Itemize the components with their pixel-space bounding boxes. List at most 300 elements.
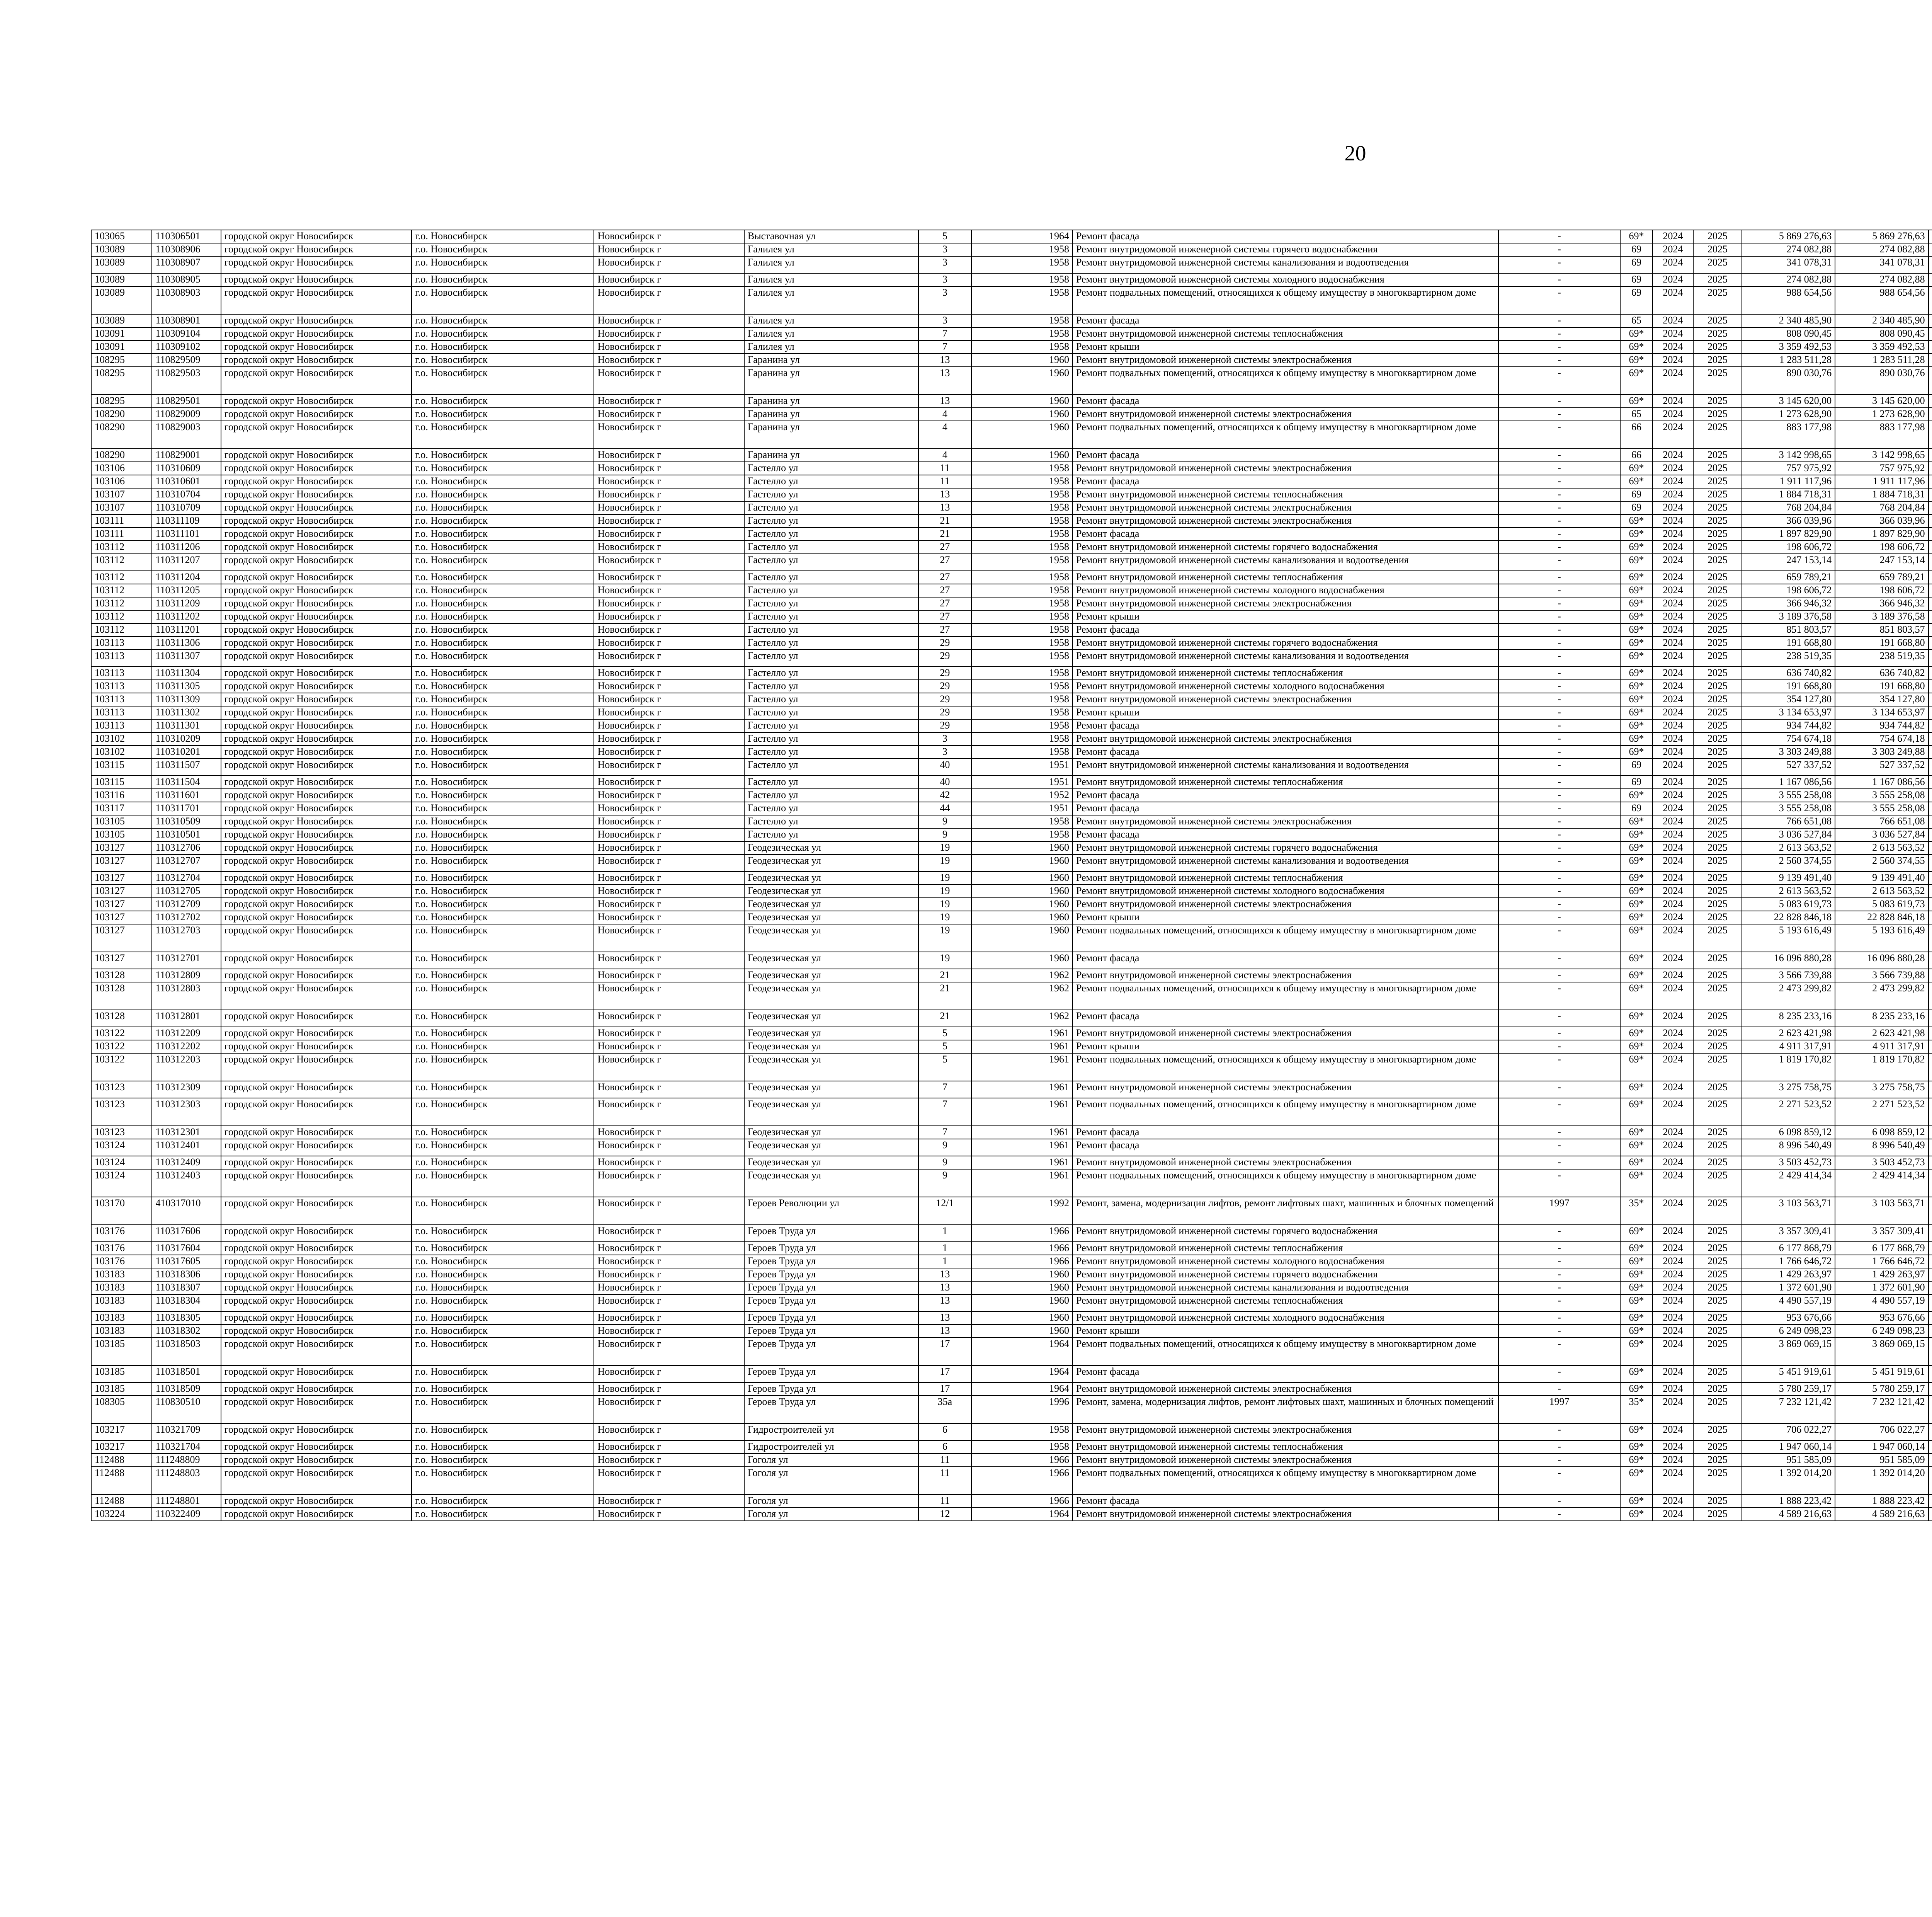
settlement-cell: г.о. Новосибирск bbox=[412, 637, 594, 650]
settlement-cell: г.о. Новосибирск bbox=[412, 706, 594, 719]
work-type-cell: Ремонт внутридомовой инженерной системы электроснабжения bbox=[1073, 969, 1498, 982]
wear-cell: 69* bbox=[1620, 1053, 1653, 1081]
lift-year-cell: - bbox=[1498, 367, 1620, 395]
lift-year-cell: - bbox=[1498, 1156, 1620, 1169]
settlement-cell: г.о. Новосибирск bbox=[412, 1098, 594, 1126]
work-type-cell: Ремонт внутридомовой инженерной системы канализования и водоотведения bbox=[1073, 650, 1498, 667]
fund-cost-cell: 3 503 452,73 bbox=[1835, 1156, 1928, 1169]
settlement-cell: г.о. Новосибирск bbox=[412, 841, 594, 855]
house-id-cell: 103106 bbox=[91, 462, 152, 475]
municipality-cell: городской округ Новосибирск bbox=[221, 571, 412, 584]
lift-year-cell: - bbox=[1498, 693, 1620, 706]
fund-cost-cell: 2 473 299,82 bbox=[1835, 982, 1928, 1010]
wear-cell: 69* bbox=[1620, 855, 1653, 872]
table-row bbox=[91, 1156, 1932, 1169]
work-id-cell: 110310201 bbox=[152, 746, 221, 759]
federal-cell bbox=[1929, 1126, 1932, 1139]
plan-end-cell: 2025 bbox=[1693, 1325, 1742, 1338]
house-number-cell: 44 bbox=[918, 802, 971, 815]
table-row bbox=[91, 1010, 1932, 1027]
federal-cell bbox=[1929, 1027, 1932, 1040]
work-id-cell: 110311304 bbox=[152, 667, 221, 680]
wear-cell: 69* bbox=[1620, 541, 1653, 554]
total-cost-cell: 3 145 620,00 bbox=[1742, 395, 1835, 408]
street-cell: Гаранина ул bbox=[744, 395, 918, 408]
city-cell: Новосибирск г bbox=[594, 1440, 744, 1454]
plan-end-cell: 2025 bbox=[1693, 1126, 1742, 1139]
total-cost-cell: 5 451 919,61 bbox=[1742, 1365, 1835, 1382]
settlement-cell: г.о. Новосибирск bbox=[412, 1156, 594, 1169]
municipality-cell: городской округ Новосибирск bbox=[221, 449, 412, 462]
build-year-cell: 1958 bbox=[971, 828, 1073, 841]
work-type-cell: Ремонт фасада bbox=[1073, 449, 1498, 462]
work-id-cell: 110310704 bbox=[152, 488, 221, 501]
build-year-cell: 1958 bbox=[971, 667, 1073, 680]
federal-cell bbox=[1929, 732, 1932, 746]
city-cell: Новосибирск г bbox=[594, 1495, 744, 1508]
fund-cost-cell: 1 888 223,42 bbox=[1835, 1495, 1928, 1508]
lift-year-cell: - bbox=[1498, 395, 1620, 408]
federal-cell bbox=[1929, 610, 1932, 623]
fund-cost-cell: 4 589 216,63 bbox=[1835, 1508, 1928, 1521]
work-type-cell: Ремонт внутридомовой инженерной системы горячего водоснабжения bbox=[1073, 637, 1498, 650]
lift-year-cell: - bbox=[1498, 1268, 1620, 1281]
table-row bbox=[91, 1225, 1932, 1242]
street-cell: Гоголя ул bbox=[744, 1467, 918, 1495]
fund-cost-cell: 238 519,35 bbox=[1835, 650, 1928, 667]
work-id-cell: 410317010 bbox=[152, 1197, 221, 1225]
work-type-cell: Ремонт внутридомовой инженерной системы электроснабжения bbox=[1073, 597, 1498, 610]
house-number-cell: 3 bbox=[918, 746, 971, 759]
total-cost-cell: 3 275 758,75 bbox=[1742, 1081, 1835, 1098]
work-id-cell: 110308907 bbox=[152, 256, 221, 273]
lift-year-cell: - bbox=[1498, 340, 1620, 354]
lift-year-cell: - bbox=[1498, 314, 1620, 327]
city-cell: Новосибирск г bbox=[594, 1010, 744, 1027]
street-cell: Гастелло ул bbox=[744, 789, 918, 802]
table-row bbox=[91, 1382, 1932, 1396]
total-cost-cell: 1 819 170,82 bbox=[1742, 1053, 1835, 1081]
fund-cost-cell: 1 897 829,90 bbox=[1835, 528, 1928, 541]
fund-cost-cell: 766 651,08 bbox=[1835, 815, 1928, 828]
plan-end-cell: 2025 bbox=[1693, 286, 1742, 314]
plan-end-cell: 2025 bbox=[1693, 408, 1742, 421]
work-id-cell: 110312209 bbox=[152, 1027, 221, 1040]
city-cell: Новосибирск г bbox=[594, 610, 744, 623]
house-number-cell: 21 bbox=[918, 514, 971, 528]
house-number-cell: 21 bbox=[918, 969, 971, 982]
table-row bbox=[91, 395, 1932, 408]
plan-start-cell: 2024 bbox=[1653, 872, 1693, 885]
total-cost-cell: 6 098 859,12 bbox=[1742, 1126, 1835, 1139]
fund-cost-cell: 191 668,80 bbox=[1835, 637, 1928, 650]
house-id-cell: 103127 bbox=[91, 911, 152, 924]
city-cell: Новосибирск г bbox=[594, 286, 744, 314]
municipality-cell: городской округ Новосибирск bbox=[221, 421, 412, 449]
settlement-cell: г.о. Новосибирск bbox=[412, 759, 594, 776]
plan-start-cell: 2024 bbox=[1653, 1081, 1693, 1098]
municipality-cell: городской округ Новосибирск bbox=[221, 719, 412, 732]
plan-start-cell: 2024 bbox=[1653, 1382, 1693, 1396]
house-id-cell: 103217 bbox=[91, 1440, 152, 1454]
plan-start-cell: 2024 bbox=[1653, 1053, 1693, 1081]
total-cost-cell: 5 780 259,17 bbox=[1742, 1382, 1835, 1396]
plan-start-cell: 2024 bbox=[1653, 1040, 1693, 1053]
work-type-cell: Ремонт фасада bbox=[1073, 528, 1498, 541]
wear-cell: 69* bbox=[1620, 706, 1653, 719]
work-id-cell: 110311507 bbox=[152, 759, 221, 776]
city-cell: Новосибирск г bbox=[594, 1508, 744, 1521]
fund-cost-cell: 3 189 376,58 bbox=[1835, 610, 1928, 623]
settlement-cell: г.о. Новосибирск bbox=[412, 1027, 594, 1040]
city-cell: Новосибирск г bbox=[594, 501, 744, 514]
city-cell: Новосибирск г bbox=[594, 732, 744, 746]
house-id-cell: 103127 bbox=[91, 841, 152, 855]
house-number-cell: 13 bbox=[918, 1268, 971, 1281]
fund-cost-cell: 191 668,80 bbox=[1835, 680, 1928, 693]
street-cell: Героев Труда ул bbox=[744, 1365, 918, 1382]
street-cell: Геодезическая ул bbox=[744, 1053, 918, 1081]
federal-cell bbox=[1929, 759, 1932, 776]
street-cell: Галилея ул bbox=[744, 286, 918, 314]
lift-year-cell: 1997 bbox=[1498, 1197, 1620, 1225]
plan-end-cell: 2025 bbox=[1693, 354, 1742, 367]
house-number-cell: 3 bbox=[918, 256, 971, 273]
house-number-cell: 13 bbox=[918, 354, 971, 367]
city-cell: Новосибирск г bbox=[594, 1281, 744, 1294]
settlement-cell: г.о. Новосибирск bbox=[412, 610, 594, 623]
fund-cost-cell: 16 096 880,28 bbox=[1835, 952, 1928, 969]
work-type-cell: Ремонт фасада bbox=[1073, 1139, 1498, 1156]
street-cell: Героев Труда ул bbox=[744, 1382, 918, 1396]
wear-cell: 69* bbox=[1620, 1423, 1653, 1440]
house-id-cell: 103183 bbox=[91, 1311, 152, 1325]
house-number-cell: 7 bbox=[918, 1126, 971, 1139]
settlement-cell: г.о. Новосибирск bbox=[412, 421, 594, 449]
house-id-cell: 103113 bbox=[91, 719, 152, 732]
build-year-cell: 1960 bbox=[971, 367, 1073, 395]
build-year-cell: 1960 bbox=[971, 952, 1073, 969]
work-type-cell: Ремонт внутридомовой инженерной системы холодного водоснабжения bbox=[1073, 584, 1498, 597]
house-id-cell: 103185 bbox=[91, 1382, 152, 1396]
wear-cell: 69 bbox=[1620, 776, 1653, 789]
build-year-cell: 1964 bbox=[971, 1338, 1073, 1365]
total-cost-cell: 4 589 216,63 bbox=[1742, 1508, 1835, 1521]
repair-register-table bbox=[91, 230, 1932, 1521]
lift-year-cell: - bbox=[1498, 650, 1620, 667]
municipality-cell: городской округ Новосибирск bbox=[221, 732, 412, 746]
house-number-cell: 29 bbox=[918, 667, 971, 680]
street-cell: Галилея ул bbox=[744, 314, 918, 327]
build-year-cell: 1958 bbox=[971, 488, 1073, 501]
plan-end-cell: 2025 bbox=[1693, 1382, 1742, 1396]
work-id-cell: 110310601 bbox=[152, 475, 221, 488]
street-cell: Гастелло ул bbox=[744, 584, 918, 597]
street-cell: Гастелло ул bbox=[744, 597, 918, 610]
settlement-cell: г.о. Новосибирск bbox=[412, 1440, 594, 1454]
federal-cell bbox=[1929, 1396, 1932, 1423]
plan-start-cell: 2024 bbox=[1653, 528, 1693, 541]
plan-end-cell: 2025 bbox=[1693, 789, 1742, 802]
street-cell: Геодезическая ул bbox=[744, 855, 918, 872]
build-year-cell: 1960 bbox=[971, 1325, 1073, 1338]
build-year-cell: 1960 bbox=[971, 898, 1073, 911]
wear-cell: 69* bbox=[1620, 230, 1653, 243]
house-id-cell: 103111 bbox=[91, 528, 152, 541]
fund-cost-cell: 1 947 060,14 bbox=[1835, 1440, 1928, 1454]
house-number-cell: 27 bbox=[918, 584, 971, 597]
settlement-cell: г.о. Новосибирск bbox=[412, 475, 594, 488]
build-year-cell: 1958 bbox=[971, 314, 1073, 327]
city-cell: Новосибирск г bbox=[594, 1081, 744, 1098]
table-row bbox=[91, 327, 1932, 340]
build-year-cell: 1966 bbox=[971, 1225, 1073, 1242]
federal-cell bbox=[1929, 667, 1932, 680]
plan-end-cell: 2025 bbox=[1693, 488, 1742, 501]
settlement-cell: г.о. Новосибирск bbox=[412, 719, 594, 732]
fund-cost-cell: 2 613 563,52 bbox=[1835, 885, 1928, 898]
city-cell: Новосибирск г bbox=[594, 1098, 744, 1126]
settlement-cell: г.о. Новосибирск bbox=[412, 680, 594, 693]
plan-end-cell: 2025 bbox=[1693, 1396, 1742, 1423]
house-number-cell: 3 bbox=[918, 732, 971, 746]
table-row bbox=[91, 623, 1932, 637]
plan-start-cell: 2024 bbox=[1653, 841, 1693, 855]
municipality-cell: городской округ Новосибирск bbox=[221, 1156, 412, 1169]
municipality-cell: городской округ Новосибирск bbox=[221, 1281, 412, 1294]
table-row bbox=[91, 354, 1932, 367]
house-number-cell: 19 bbox=[918, 841, 971, 855]
municipality-cell: городской округ Новосибирск bbox=[221, 314, 412, 327]
plan-start-cell: 2024 bbox=[1653, 1169, 1693, 1197]
wear-cell: 65 bbox=[1620, 408, 1653, 421]
house-id-cell: 103112 bbox=[91, 610, 152, 623]
plan-end-cell: 2025 bbox=[1693, 610, 1742, 623]
table-row bbox=[91, 1081, 1932, 1098]
work-id-cell: 110312703 bbox=[152, 924, 221, 952]
house-number-cell: 21 bbox=[918, 528, 971, 541]
fund-cost-cell: 1 372 601,90 bbox=[1835, 1281, 1928, 1294]
build-year-cell: 1952 bbox=[971, 789, 1073, 802]
house-number-cell: 27 bbox=[918, 541, 971, 554]
house-number-cell: 40 bbox=[918, 776, 971, 789]
plan-start-cell: 2024 bbox=[1653, 969, 1693, 982]
house-number-cell: 9 bbox=[918, 828, 971, 841]
table-row bbox=[91, 828, 1932, 841]
work-id-cell: 110311301 bbox=[152, 719, 221, 732]
city-cell: Новосибирск г bbox=[594, 872, 744, 885]
lift-year-cell: - bbox=[1498, 815, 1620, 828]
street-cell: Галилея ул bbox=[744, 340, 918, 354]
fund-cost-cell: 1 884 718,31 bbox=[1835, 488, 1928, 501]
total-cost-cell: 6 249 098,23 bbox=[1742, 1325, 1835, 1338]
work-type-cell: Ремонт фасада bbox=[1073, 314, 1498, 327]
fund-cost-cell: 8 996 540,49 bbox=[1835, 1139, 1928, 1156]
municipality-cell: городской округ Новосибирск bbox=[221, 354, 412, 367]
house-number-cell: 19 bbox=[918, 924, 971, 952]
city-cell: Новосибирск г bbox=[594, 597, 744, 610]
lift-year-cell: - bbox=[1498, 872, 1620, 885]
municipality-cell: городской округ Новосибирск bbox=[221, 841, 412, 855]
federal-cell bbox=[1929, 952, 1932, 969]
work-id-cell: 110312309 bbox=[152, 1081, 221, 1098]
table-row bbox=[91, 776, 1932, 789]
build-year-cell: 1958 bbox=[971, 637, 1073, 650]
total-cost-cell: 1 372 601,90 bbox=[1742, 1281, 1835, 1294]
wear-cell: 69 bbox=[1620, 273, 1653, 286]
table-row bbox=[91, 571, 1932, 584]
house-id-cell: 108295 bbox=[91, 354, 152, 367]
house-id-cell: 103124 bbox=[91, 1139, 152, 1156]
city-cell: Новосибирск г bbox=[594, 327, 744, 340]
house-id-cell: 103176 bbox=[91, 1242, 152, 1255]
plan-start-cell: 2024 bbox=[1653, 501, 1693, 514]
wear-cell: 69 bbox=[1620, 286, 1653, 314]
lift-year-cell: - bbox=[1498, 911, 1620, 924]
street-cell: Героев Революции ул bbox=[744, 1197, 918, 1225]
total-cost-cell: 3 357 309,41 bbox=[1742, 1225, 1835, 1242]
house-id-cell: 103113 bbox=[91, 667, 152, 680]
wear-cell: 69* bbox=[1620, 680, 1653, 693]
table-row bbox=[91, 1040, 1932, 1053]
street-cell: Гастелло ул bbox=[744, 637, 918, 650]
work-id-cell: 110317605 bbox=[152, 1255, 221, 1268]
street-cell: Гаранина ул bbox=[744, 421, 918, 449]
street-cell: Гоголя ул bbox=[744, 1508, 918, 1521]
table-row bbox=[91, 1294, 1932, 1311]
municipality-cell: городской округ Новосибирск bbox=[221, 1197, 412, 1225]
total-cost-cell: 8 235 233,16 bbox=[1742, 1010, 1835, 1027]
build-year-cell: 1964 bbox=[971, 230, 1073, 243]
work-type-cell: Ремонт внутридомовой инженерной системы теплоснабжения bbox=[1073, 327, 1498, 340]
lift-year-cell: - bbox=[1498, 1242, 1620, 1255]
total-cost-cell: 3 189 376,58 bbox=[1742, 610, 1835, 623]
wear-cell: 69* bbox=[1620, 746, 1653, 759]
settlement-cell: г.о. Новосибирск bbox=[412, 1508, 594, 1521]
municipality-cell: городской округ Новосибирск bbox=[221, 273, 412, 286]
lift-year-cell: - bbox=[1498, 680, 1620, 693]
city-cell: Новосибирск г bbox=[594, 541, 744, 554]
fund-cost-cell: 5 193 616,49 bbox=[1835, 924, 1928, 952]
table-row bbox=[91, 1053, 1932, 1081]
table-row bbox=[91, 952, 1932, 969]
house-number-cell: 19 bbox=[918, 872, 971, 885]
city-cell: Новосибирск г bbox=[594, 637, 744, 650]
house-id-cell: 103122 bbox=[91, 1053, 152, 1081]
work-id-cell: 110318509 bbox=[152, 1382, 221, 1396]
work-type-cell: Ремонт внутридомовой инженерной системы канализования и водоотведения bbox=[1073, 554, 1498, 571]
lift-year-cell: - bbox=[1498, 952, 1620, 969]
fund-cost-cell: 1 766 646,72 bbox=[1835, 1255, 1928, 1268]
wear-cell: 69* bbox=[1620, 1139, 1653, 1156]
build-year-cell: 1958 bbox=[971, 597, 1073, 610]
street-cell: Гастелло ул bbox=[744, 776, 918, 789]
house-number-cell: 11 bbox=[918, 462, 971, 475]
fund-cost-cell: 2 560 374,55 bbox=[1835, 855, 1928, 872]
fund-cost-cell: 3 555 258,08 bbox=[1835, 802, 1928, 815]
house-id-cell: 103127 bbox=[91, 924, 152, 952]
settlement-cell: г.о. Новосибирск bbox=[412, 815, 594, 828]
city-cell: Новосибирск г bbox=[594, 230, 744, 243]
municipality-cell: городской округ Новосибирск bbox=[221, 1325, 412, 1338]
work-id-cell: 110312701 bbox=[152, 952, 221, 969]
work-id-cell: 110830510 bbox=[152, 1396, 221, 1423]
federal-cell bbox=[1929, 1365, 1932, 1382]
lift-year-cell: - bbox=[1498, 969, 1620, 982]
build-year-cell: 1960 bbox=[971, 1268, 1073, 1281]
plan-end-cell: 2025 bbox=[1693, 828, 1742, 841]
plan-start-cell: 2024 bbox=[1653, 256, 1693, 273]
house-id-cell: 103102 bbox=[91, 746, 152, 759]
plan-start-cell: 2024 bbox=[1653, 706, 1693, 719]
wear-cell: 69* bbox=[1620, 475, 1653, 488]
municipality-cell: городской округ Новосибирск bbox=[221, 952, 412, 969]
house-number-cell: 19 bbox=[918, 952, 971, 969]
house-id-cell: 103113 bbox=[91, 680, 152, 693]
wear-cell: 69* bbox=[1620, 637, 1653, 650]
plan-end-cell: 2025 bbox=[1693, 746, 1742, 759]
federal-cell bbox=[1929, 584, 1932, 597]
work-id-cell: 110309104 bbox=[152, 327, 221, 340]
plan-end-cell: 2025 bbox=[1693, 815, 1742, 828]
build-year-cell: 1960 bbox=[971, 1281, 1073, 1294]
city-cell: Новосибирск г bbox=[594, 1467, 744, 1495]
total-cost-cell: 3 503 452,73 bbox=[1742, 1156, 1835, 1169]
total-cost-cell: 953 676,66 bbox=[1742, 1311, 1835, 1325]
total-cost-cell: 354 127,80 bbox=[1742, 693, 1835, 706]
house-number-cell: 13 bbox=[918, 1311, 971, 1325]
wear-cell: 69* bbox=[1620, 1382, 1653, 1396]
house-id-cell: 103091 bbox=[91, 327, 152, 340]
table-row bbox=[91, 554, 1932, 571]
build-year-cell: 1958 bbox=[971, 462, 1073, 475]
total-cost-cell: 366 039,96 bbox=[1742, 514, 1835, 528]
house-id-cell: 103127 bbox=[91, 855, 152, 872]
lift-year-cell: - bbox=[1498, 1294, 1620, 1311]
table-row bbox=[91, 969, 1932, 982]
total-cost-cell: 2 271 523,52 bbox=[1742, 1098, 1835, 1126]
plan-start-cell: 2024 bbox=[1653, 693, 1693, 706]
fund-cost-cell: 5 451 919,61 bbox=[1835, 1365, 1928, 1382]
street-cell: Геодезическая ул bbox=[744, 885, 918, 898]
work-type-cell: Ремонт внутридомовой инженерной системы канализования и водоотведения bbox=[1073, 855, 1498, 872]
city-cell: Новосибирск г bbox=[594, 1325, 744, 1338]
lift-year-cell: - bbox=[1498, 1010, 1620, 1027]
street-cell: Геодезическая ул bbox=[744, 1139, 918, 1156]
fund-cost-cell: 3 103 563,71 bbox=[1835, 1197, 1928, 1225]
federal-cell bbox=[1929, 924, 1932, 952]
wear-cell: 69* bbox=[1620, 650, 1653, 667]
plan-end-cell: 2025 bbox=[1693, 462, 1742, 475]
house-number-cell: 21 bbox=[918, 1010, 971, 1027]
street-cell: Геодезическая ул bbox=[744, 872, 918, 885]
lift-year-cell: - bbox=[1498, 421, 1620, 449]
build-year-cell: 1960 bbox=[971, 354, 1073, 367]
municipality-cell: городской округ Новосибирск bbox=[221, 1225, 412, 1242]
build-year-cell: 1961 bbox=[971, 1156, 1073, 1169]
build-year-cell: 1996 bbox=[971, 1396, 1073, 1423]
lift-year-cell: - bbox=[1498, 667, 1620, 680]
plan-start-cell: 2024 bbox=[1653, 855, 1693, 872]
table-row bbox=[91, 1311, 1932, 1325]
build-year-cell: 1964 bbox=[971, 1365, 1073, 1382]
house-id-cell: 103183 bbox=[91, 1268, 152, 1281]
table-row bbox=[91, 475, 1932, 488]
wear-cell: 69* bbox=[1620, 623, 1653, 637]
city-cell: Новосибирск г bbox=[594, 623, 744, 637]
plan-end-cell: 2025 bbox=[1693, 776, 1742, 789]
plan-start-cell: 2024 bbox=[1653, 408, 1693, 421]
